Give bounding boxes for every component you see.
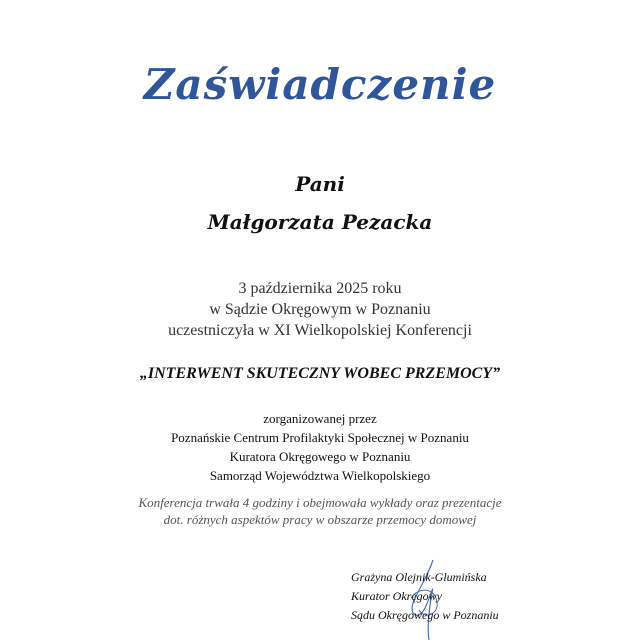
organizers-intro: zorganizowanej przez — [263, 411, 377, 426]
info-location: w Sądzie Okręgowym w Poznaniu — [209, 301, 431, 318]
attendance-info — [0, 278, 640, 341]
recipient-name: Małgorzata Pezacka — [207, 210, 433, 234]
note-line: dot. różnych aspektów pracy w obszarze przemocy domowej — [163, 512, 477, 527]
conference-note — [0, 494, 640, 528]
organizer: Samorząd Województwa Wielkopolskiego — [209, 468, 431, 483]
organizer: Poznańskie Centrum Profilaktyki Społecznej w Poznaniu — [171, 430, 469, 445]
signature-block — [351, 568, 499, 625]
organizer: Kuratora Okręgowego w Poznaniu — [229, 449, 411, 464]
info-participation: uczestniczyła w XI Wielkopolskiej Konferencji — [168, 322, 472, 339]
signatory-court: Sądu Okręgowego w Poznaniu — [351, 608, 499, 622]
salutation: Pani — [295, 172, 345, 196]
info-date: 3 października 2025 roku — [238, 280, 402, 297]
document-title: Zaświadczenie — [143, 60, 497, 109]
conference-title: „INTERWENT SKUTECZNY WOBEC PRZEMOCY” — [139, 365, 501, 382]
signatory-role: Kurator Okręgowy — [351, 589, 442, 603]
signatory-name: Grażyna Olejnik-Glumińska — [351, 570, 487, 584]
organizers — [0, 409, 640, 485]
note-line: Konferencja trwała 4 godziny i obejmowała wykłady oraz prezentacje — [138, 495, 502, 510]
